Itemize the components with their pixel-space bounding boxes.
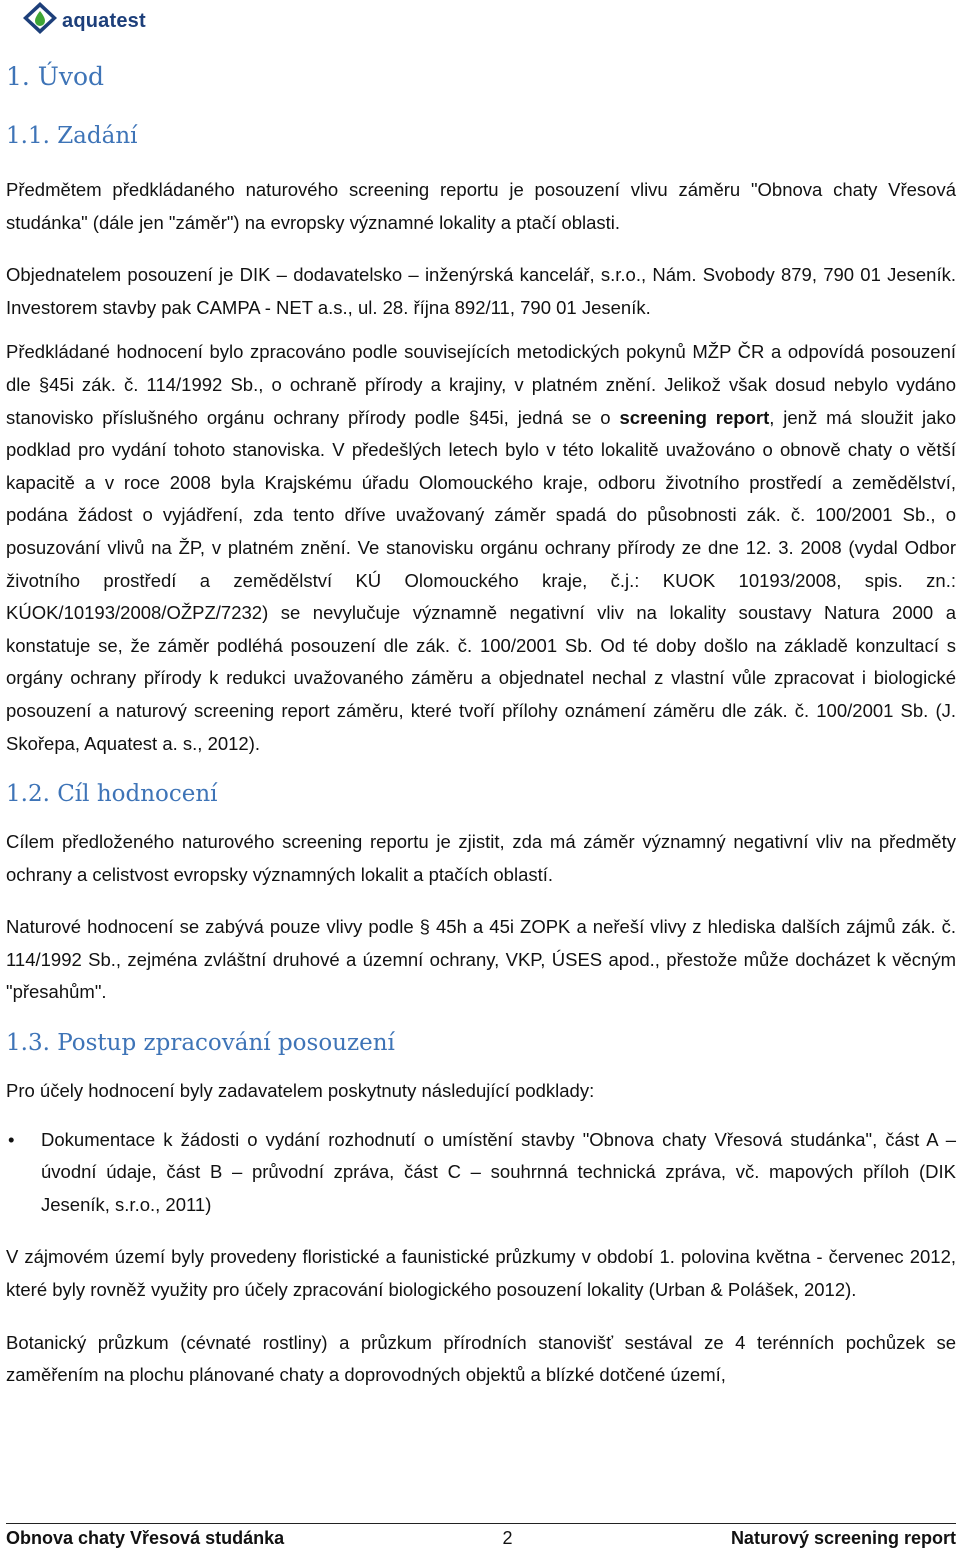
paragraph-subject: Předmětem předkládaného naturového screening reportu je posouzení vlivu záměru "Obnova chaty Vřesová studánka" (dále jen "záměr") na evropsky významné lokality a ptačí oblasti. <box>6 179 956 233</box>
page-number: 2 <box>502 1528 513 1548</box>
paragraph-botanical: Botanický průzkum (cévnaté rostliny) a průzkum přírodních stanovišť sestával ze 4 terénních pochůzek se zaměřením na plochu plánované chaty a doprovodných objektů a blízké dotčené území, <box>6 1331 956 1386</box>
logo-text: aquatest <box>62 9 146 32</box>
footer-right: Naturový screening report <box>730 1528 956 1548</box>
section-heading-1-1: 1.1. Zadání <box>6 123 138 149</box>
screening-report-bold: screening report <box>619 406 770 428</box>
chapter-heading: 1. Úvod <box>6 62 105 91</box>
logo <box>22 0 146 36</box>
list-item: • Dokumentace k žádosti o vydání rozhodnutí o umístění stavby "Obnova chaty Vřesová studánka", část A – úvodní údaje, část B – průvodní zpráva, část C – souhrnná technická zpráva, vč. mapových příloh (DIK Jeseník, s.r.o., 2011) <box>6 1124 956 1222</box>
section-heading-1-3: 1.3. Postup zpracování posouzení <box>6 1030 395 1057</box>
paragraph-scope: Naturové hodnocení se zabývá pouze vlivy podle § 45h a 45i ZOPK a neřeší vlivy z hlediska dalších zájmů zák. č. 114/1992 Sb., zejména zvláštní druhové a územní ochrany, VKP, ÚSES apod., přestože může docházet k věcným "přesahům". <box>6 916 956 1003</box>
sources-list <box>6 1124 956 1222</box>
paragraph-sources-intro: Pro účely hodnocení byly zadavatelem poskytnuty následující podklady: <box>6 1080 595 1102</box>
section-heading-1-2: 1.2. Cíl hodnocení <box>6 781 218 808</box>
paragraph-assessment: Předkládané hodnocení bylo zpracováno podle souvisejících metodických pokynů MŽP ČR a odpovídá posouzení dle §45i zák. č. 114/1992 Sb., o ochraně přírody a krajiny, v platném znění. Jelikož však dosud nebylo vydáno stanovisko příslušného orgánu ochrany přírody podle §45i, jedná se o screening report, jenž má sloužit jako podklad pro vydání tohoto stanoviska. V předešlých letech bylo v této lokalitě uvažováno o obnově chaty o větší kapacitě a v roce 2008 byla Krajskému úřadu Olomouckého kraje, odboru životního prostředí a zemědělství, podána žádost o vyjádření, zda tento dříve uvažovaný záměr spadá do působnosti zák. č. 100/2001 Sb., o posuzování vlivů na ŽP, v platném znění. Ve stanovisku orgánu ochrany přírody ze dne 12. 3. 2008 (vydal Odbor životního prostředí a zemědělství KÚ Olomouckého kraje, č.j.: KUOK 10193/2008, spis. zn.: KÚOK/10193/2008/OŽPZ/7232) se nevylučuje významně negativní vliv na lokality soustavy Natura 2000 a konstatuje se, že záměr podléhá posouzení dle zák. č. 100/2001 Sb. Od té doby došlo na základě konzultací s orgány ochrany přírody k redukci uvažovaného záměru a objednatel nechal z vlastní vůle zpracovat i biologické posouzení a naturový screening report záměru, které tvoří přílohy oznámení záměru dle zák. č. 100/2001 Sb. (J. Skořepa, Aquatest a. s., 2012). <box>6 341 956 754</box>
document-body <box>6 56 956 1392</box>
paragraph-client: Objednatelem posouzení je DIK – dodavatelsko – inženýrská kancelář, s.r.o., Nám. Svobody 879, 790 01 Jeseník. Investorem stavby pak CAMPA - NET a.s., ul. 28. října 892/11, 790 01 Jeseník. <box>6 264 956 318</box>
aquatest-logo-icon <box>22 1 58 35</box>
footer-left: Obnova chaty Vřesová studánka <box>6 1528 285 1548</box>
page-footer <box>6 1523 956 1552</box>
bullet-icon: • <box>8 1128 15 1150</box>
paragraph-goal: Cílem předloženého naturového screening reportu je zjistit, zda má záměr významný negativní vliv na předměty ochrany a celistvost evropsky významných lokalit a ptačích oblastí. <box>6 831 956 885</box>
paragraph-surveys: V zájmovém území byly provedeny floristické a faunistické průzkumy v období 1. polovina května - červenec 2012, které byly rovněž využity pro účely zpracování biologického posouzení lokality (Urban & Polášek, 2012). <box>6 1246 956 1301</box>
